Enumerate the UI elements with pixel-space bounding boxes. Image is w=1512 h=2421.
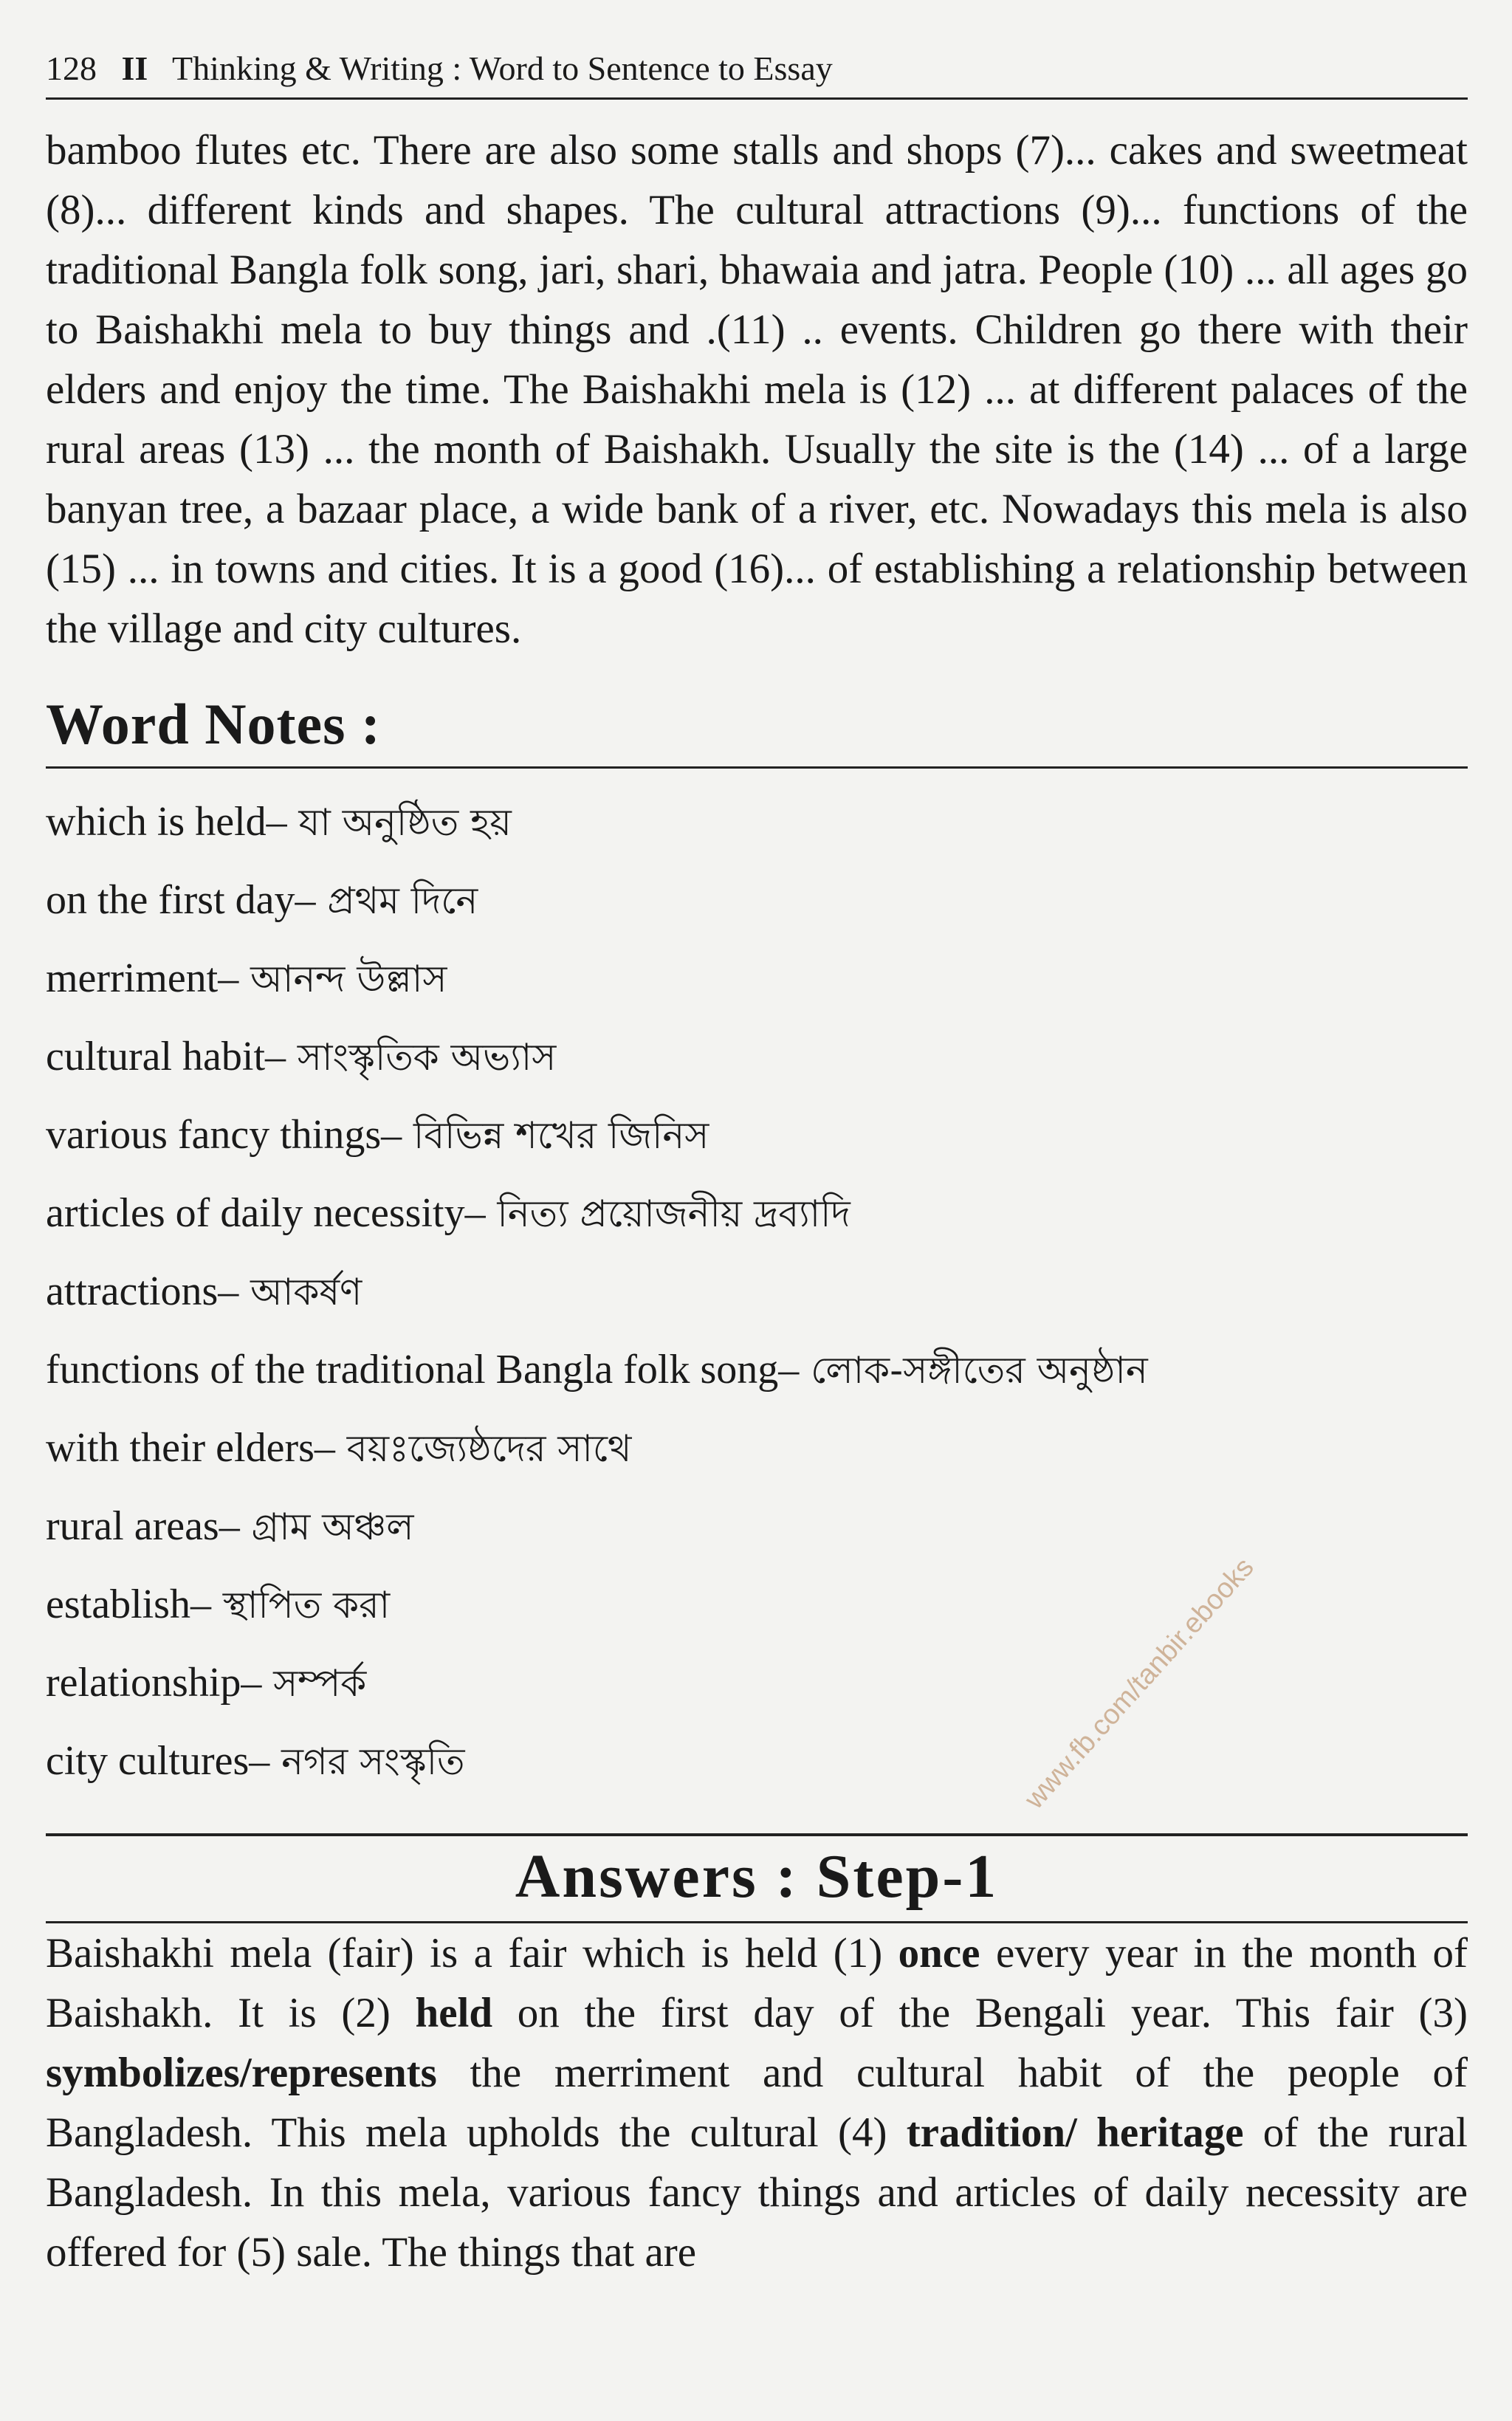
word-note-bangla: সম্পর্ক xyxy=(261,1662,367,1705)
word-note-item xyxy=(46,1644,1468,1723)
word-note-item xyxy=(46,1488,1468,1566)
watermark: www.fb.com/tanbir.ebooks xyxy=(1019,1551,1260,1816)
word-note-english: with their elders– xyxy=(46,1425,335,1471)
answer-keyword: once xyxy=(898,1930,980,1977)
word-note-english: merriment– xyxy=(46,955,239,1001)
word-note-item xyxy=(46,1723,1468,1801)
word-note-item xyxy=(46,1175,1468,1253)
running-head xyxy=(46,44,1468,100)
answer-text-segment: of the rural Bangladesh. In this mela, various fancy things and articles of daily necessity are offered for (5) sale. The things that are xyxy=(46,2109,1468,2276)
word-note-item xyxy=(46,1331,1468,1409)
answer-text-segment: every year in the month of Baishakh. It is (2) xyxy=(46,1930,1468,2036)
word-note-item xyxy=(46,1096,1468,1175)
word-note-item xyxy=(46,783,1468,862)
word-note-english: on the first day– xyxy=(46,877,316,923)
answer-text-segment: on the first day of the Bengali year. This fair (3) xyxy=(492,1990,1468,2036)
word-note-item xyxy=(46,1253,1468,1331)
word-note-bangla: আকর্ষণ xyxy=(238,1271,362,1313)
word-note-bangla: বিভিন্ন শখের জিনিস xyxy=(402,1114,709,1157)
word-note-bangla: যা অনুষ্ঠিত হয় xyxy=(286,801,512,844)
word-note-english: functions of the traditional Bangla folk song– xyxy=(46,1347,800,1392)
word-note-english: various fancy things– xyxy=(46,1112,402,1158)
answer-text-segment: Baishakhi mela (fair) is a fair which is held (1) xyxy=(46,1930,898,1977)
word-note-bangla: সাংস্কৃতিক অভ্যাস xyxy=(286,1036,557,1079)
word-note-bangla: নিত্য প্রয়োজনীয় দ্রব্যাদি xyxy=(485,1192,850,1235)
answers-title: Answers : Step-1 xyxy=(46,1833,1468,1923)
word-note-english: articles of daily necessity– xyxy=(46,1190,486,1236)
cloze-passage: bamboo flutes etc. There are also some stalls and shops (7)... cakes and sweetmeat (8)... different kinds and shapes. The cultural attractions (9)... functions of the traditional Bangla folk song, jari, shari, bhawaia and jatra. People (10) ... all ages go to Baishakhi mela to buy things and .(11) .. events. Children go there with their elders and enjoy the time. The Baishakhi mela is (12) ... at different palaces of the rural areas (13) ... the month of Baishakh. Usually the site is the (14) ... of a large banyan tree, a bazaar place, a wide bank of a river, etc. Nowadays this mela is also (15) ... in towns and cities. It is a good (16)... of establishing a relationship between the village and city cultures. xyxy=(46,127,1468,652)
word-notes-title: Word Notes : xyxy=(46,691,1468,769)
answer-keyword: tradition/ heritage xyxy=(906,2109,1244,2156)
answer-keyword: held xyxy=(415,1990,493,2036)
page-number: 128 xyxy=(46,49,97,87)
word-note-english: rural areas– xyxy=(46,1503,240,1549)
word-note-bangla: আনন্দ উল্লাস xyxy=(238,958,447,1000)
word-note-item xyxy=(46,862,1468,940)
word-note-bangla: বয়ঃজ্যেষ্ঠদের সাথে xyxy=(334,1427,632,1470)
word-note-english: establish– xyxy=(46,1582,211,1627)
header-separator: II xyxy=(121,49,148,87)
book-title: Thinking & Writing : Word to Sentence to Essay xyxy=(171,49,833,87)
answers-passage xyxy=(46,1923,1468,2282)
answer-keyword: symbolizes/represents xyxy=(46,2050,437,2096)
word-note-english: city cultures– xyxy=(46,1738,270,1784)
word-notes-list xyxy=(46,783,1468,1801)
word-note-bangla: লোক-সঙ্গীতের অনুষ্ঠান xyxy=(799,1349,1148,1392)
word-note-english: which is held– xyxy=(46,799,287,845)
word-note-item xyxy=(46,940,1468,1018)
word-note-item xyxy=(46,1018,1468,1096)
word-note-bangla: নগর সংস্কৃতি xyxy=(269,1740,465,1783)
word-note-english: attractions– xyxy=(46,1268,239,1314)
answer-text-segment: the merriment and cultural habit of the people of Bangladesh. This mela upholds the cultural (4) xyxy=(46,2050,1468,2156)
word-note-english: relationship– xyxy=(46,1660,262,1706)
word-note-english: cultural habit– xyxy=(46,1034,286,1079)
word-note-bangla: প্রথম দিনে xyxy=(315,879,478,922)
word-note-bangla: গ্রাম অঞ্চল xyxy=(239,1505,414,1548)
word-note-item xyxy=(46,1409,1468,1488)
word-note-bangla: স্থাপিত করা xyxy=(210,1584,391,1627)
